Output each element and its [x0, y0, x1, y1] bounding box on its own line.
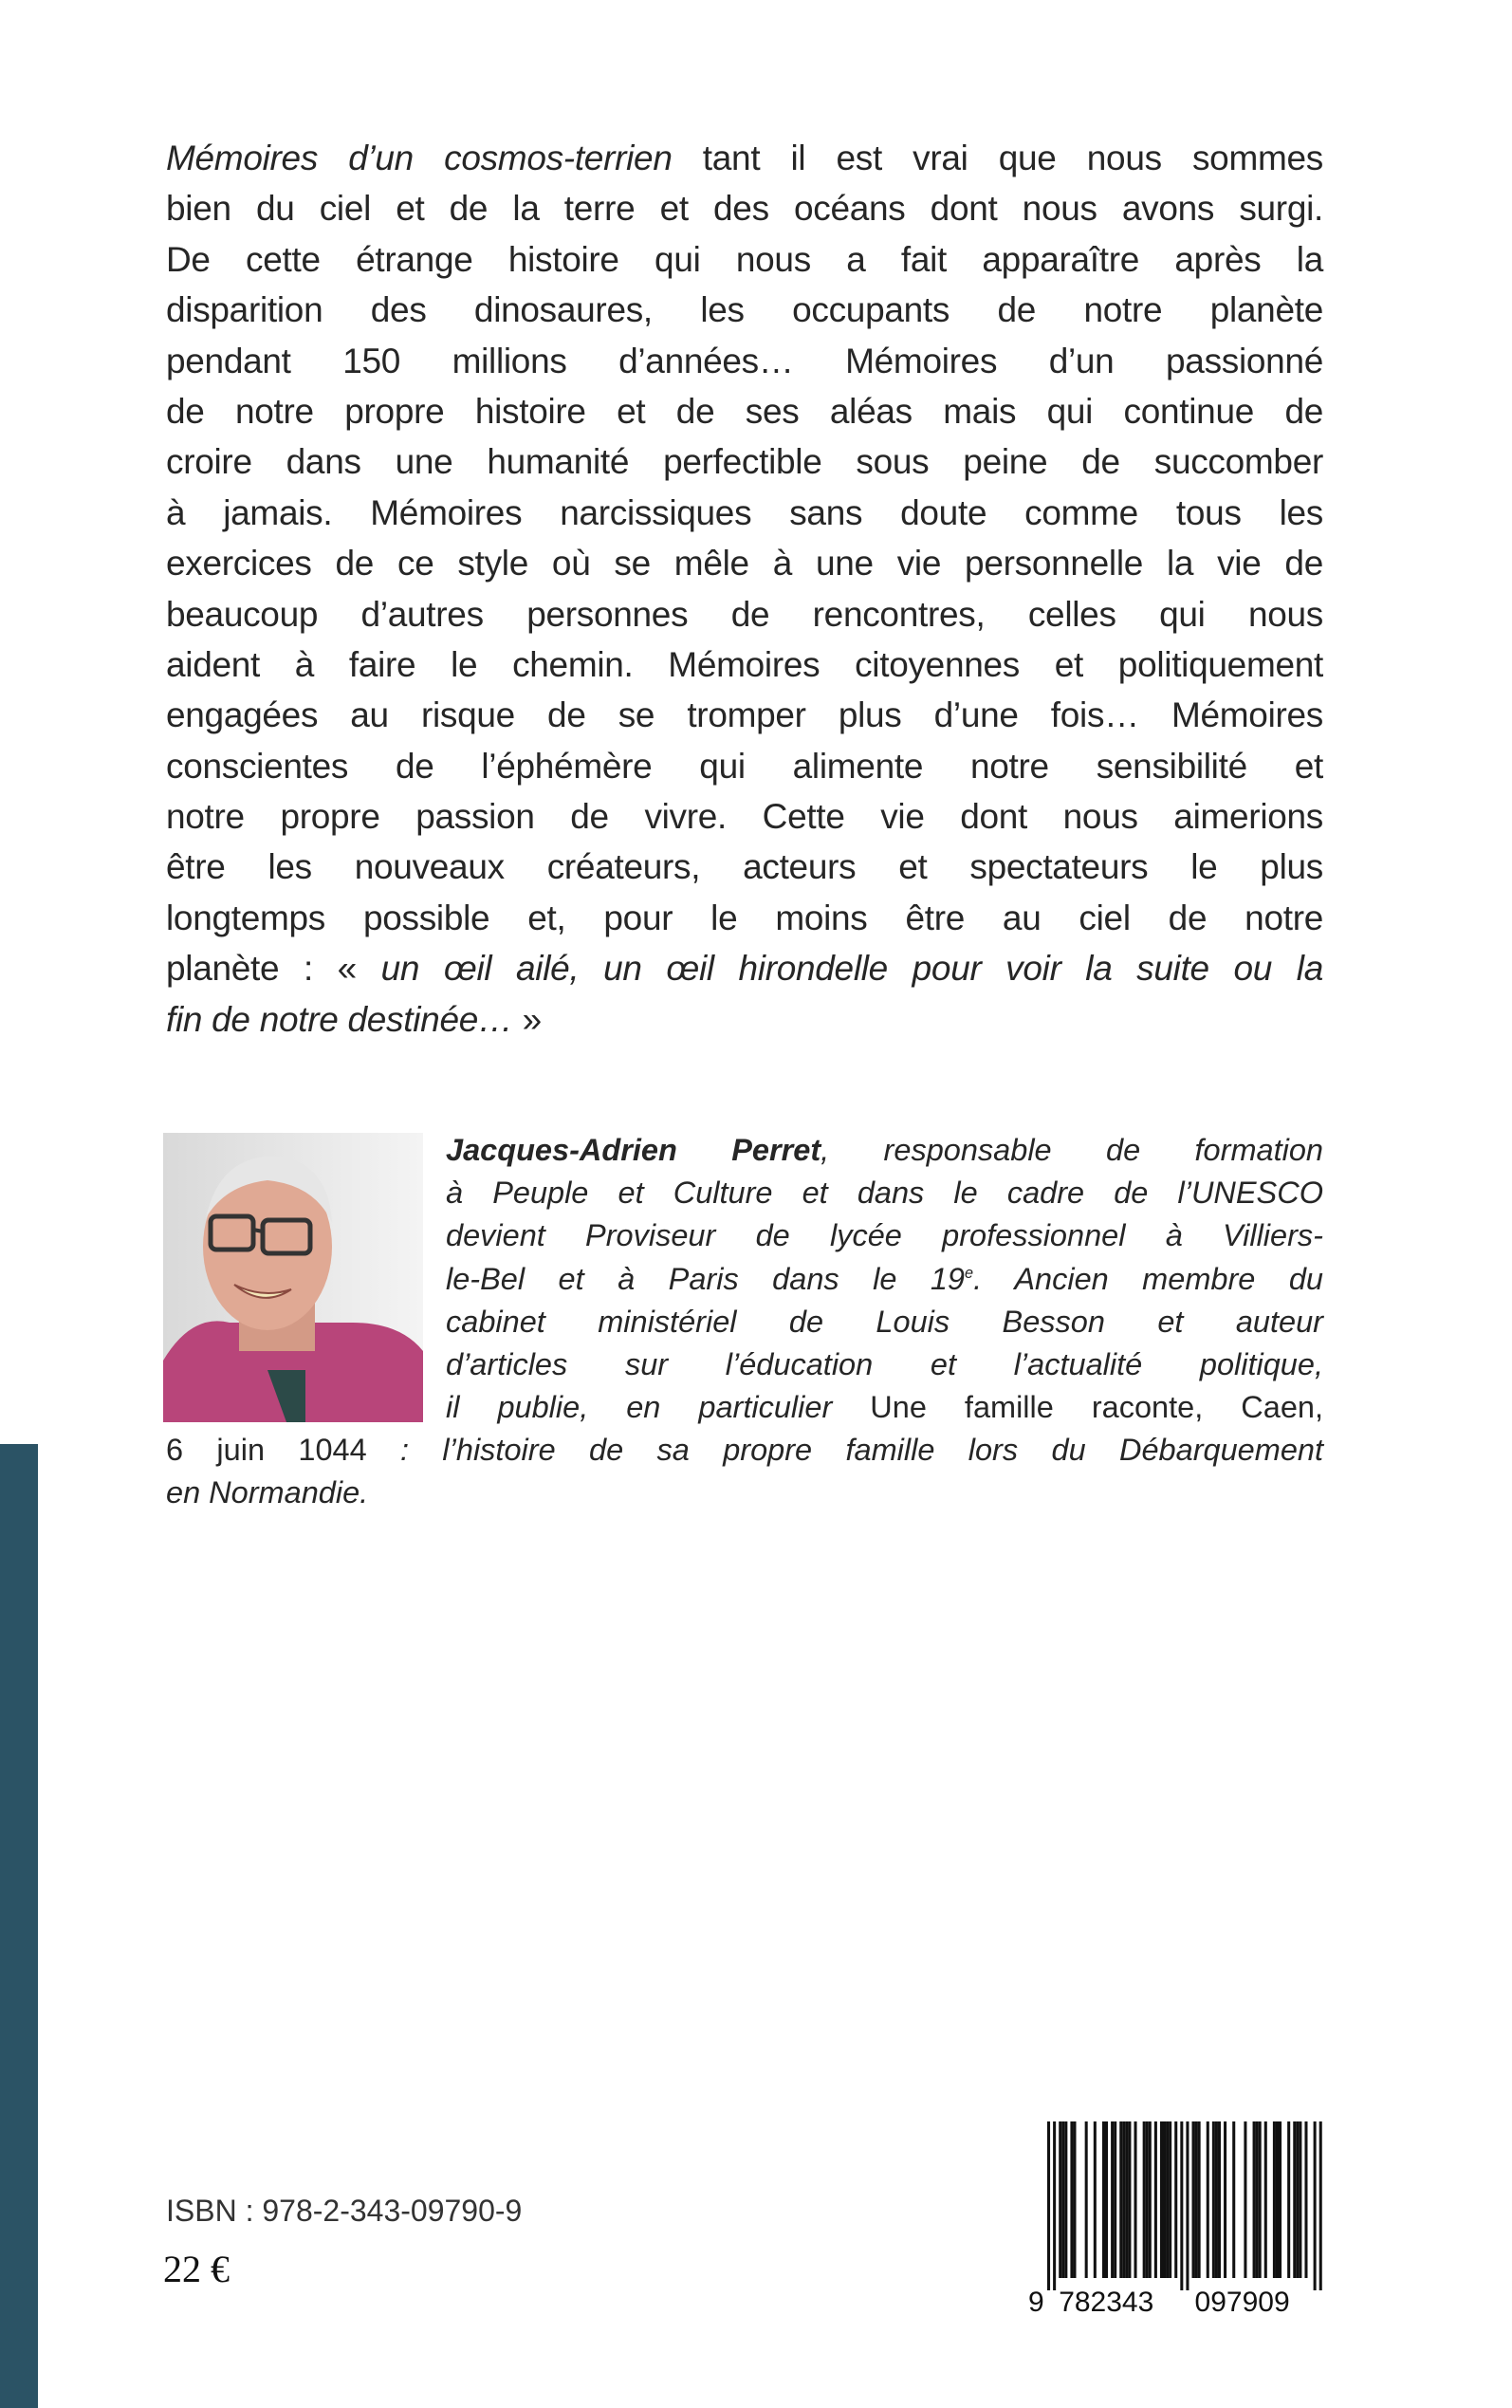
- text-segment: de notre propre histoire et de ses aléas mais qui continue de: [166, 391, 1323, 431]
- barcode-bar: [1299, 2121, 1301, 2278]
- text-line: [446, 1343, 1323, 1386]
- isbn: ISBN : 978-2-343-09790-9: [166, 2194, 523, 2228]
- barcode-bar: [1053, 2121, 1056, 2290]
- text-segment: pendant 150 millions d’années… Mémoires d’un passionné: [166, 341, 1323, 380]
- text-segment: planète : «: [166, 949, 381, 989]
- barcode-bar: [1102, 2121, 1105, 2278]
- barcode-bar: [1244, 2121, 1246, 2278]
- text-line: [166, 436, 1323, 487]
- barcode-bar: [1059, 2121, 1061, 2278]
- barcode-bar: [1146, 2121, 1149, 2278]
- barcode-bar: [1215, 2121, 1218, 2278]
- author-bio: [446, 1129, 1323, 1429]
- barcode-bar: [1314, 2121, 1317, 2290]
- text-line: [166, 639, 1323, 690]
- barcode-bar: [1163, 2121, 1166, 2278]
- text-line: [166, 994, 1323, 1045]
- text-segment: à Peuple et Culture et dans le cadre de l’UNESCO: [446, 1176, 1323, 1211]
- author-photo: [163, 1133, 423, 1422]
- text-line: [166, 842, 1323, 892]
- barcode-bar: [1224, 2121, 1226, 2278]
- text-segment: longtemps possible et, pour le moins être au ciel de notre: [166, 898, 1323, 937]
- barcode-bar: [1143, 2121, 1146, 2278]
- text-segment: d’articles sur l’éducation et l’actualité politique,: [446, 1346, 1323, 1381]
- barcode-bar: [1259, 2121, 1262, 2278]
- barcode-bar: [1293, 2121, 1296, 2278]
- text-segment: , responsable de formation: [821, 1133, 1323, 1167]
- text-line: [166, 386, 1323, 436]
- barcode-digits: 9: [1028, 2287, 1044, 2318]
- barcode-bar: [1232, 2121, 1235, 2278]
- barcode-bar: [1296, 2121, 1299, 2278]
- text-segment: : l’histoire de sa propre famille lors du Débarquement: [366, 1433, 1323, 1467]
- text-line: [166, 741, 1323, 791]
- text-line: [166, 488, 1323, 538]
- text-segment: le-Bel et à Paris dans le 19: [446, 1261, 966, 1296]
- barcode-bar: [1195, 2121, 1198, 2278]
- author-bio-continued: [166, 1429, 1323, 1514]
- text-line: [166, 589, 1323, 639]
- barcode-bar: [1119, 2121, 1122, 2278]
- text-segment: Une famille raconte, Caen,: [870, 1390, 1323, 1425]
- text-line: [166, 133, 1323, 183]
- text-segment: être les nouveaux créateurs, acteurs et spectateurs le plus: [166, 847, 1323, 887]
- text-segment: cabinet ministériel de Louis Besson et auteur: [446, 1304, 1323, 1339]
- barcode-bar: [1149, 2121, 1152, 2278]
- text-line: [166, 1429, 1323, 1472]
- barcode-bar: [1085, 2121, 1088, 2278]
- barcode-bar: [1279, 2121, 1282, 2278]
- text-segment: en Normandie.: [166, 1475, 369, 1510]
- text-line: [166, 538, 1323, 588]
- barcode-bar: [1304, 2121, 1307, 2278]
- text-segment: engagées au risque de se tromper plus d’une fois… Mémoires: [166, 695, 1323, 735]
- text-line: [166, 183, 1323, 233]
- barcode-bar: [1276, 2121, 1279, 2278]
- text-segment: 6 juin 1044: [166, 1433, 367, 1467]
- text-line: [166, 791, 1323, 842]
- barcode-bar: [1287, 2121, 1290, 2278]
- barcode-bar: [1264, 2121, 1267, 2278]
- barcode-bar: [1160, 2121, 1163, 2278]
- barcode-bar: [1154, 2121, 1157, 2278]
- text-segment: aident à faire le chemin. Mémoires citoyennes et politiquement: [166, 644, 1323, 684]
- barcode-digits: 097909: [1194, 2287, 1290, 2318]
- barcode-bar: [1174, 2121, 1177, 2278]
- text-segment: il publie, en particulier: [446, 1390, 871, 1425]
- text-segment: devient Proviseur de lycée professionnel à Villiers-: [446, 1218, 1323, 1253]
- barcode-bar: [1094, 2121, 1097, 2278]
- text-line: [166, 943, 1323, 993]
- spine-color-bar: [0, 1444, 38, 2408]
- price: 22 €: [163, 2248, 230, 2290]
- text-segment: exercices de ce style où se mêle à une vie personnelle la vie de: [166, 544, 1323, 583]
- barcode-bar: [1166, 2121, 1169, 2278]
- barcode: [1026, 2121, 1330, 2321]
- barcode-bar: [1180, 2121, 1183, 2290]
- text-segment: bien du ciel et de la terre et des océans dont nous avons surgi.: [166, 189, 1323, 229]
- barcode-bar: [1047, 2121, 1050, 2290]
- text-segment: Jacques-Adrien Perret: [446, 1133, 821, 1167]
- barcode-bar: [1186, 2121, 1189, 2290]
- text-segment: tant il est vrai que nous sommes: [672, 139, 1323, 177]
- barcode-bar: [1198, 2121, 1201, 2278]
- barcode-bar: [1192, 2121, 1195, 2278]
- barcode-bar: [1273, 2121, 1276, 2278]
- barcode-bar: [1253, 2121, 1256, 2278]
- text-line: [446, 1386, 1323, 1429]
- barcode-bar: [1319, 2121, 1322, 2290]
- barcode-bar: [1169, 2121, 1171, 2278]
- text-segment: »: [512, 999, 542, 1039]
- text-segment: beaucoup d’autres personnes de rencontres, celles qui nous: [166, 594, 1323, 634]
- text-segment: . Ancien membre du: [973, 1261, 1323, 1296]
- text-line: [446, 1214, 1323, 1257]
- text-line: [166, 690, 1323, 740]
- barcode-bar: [1122, 2121, 1125, 2278]
- text-segment: De cette étrange histoire qui nous a fait apparaître après la: [166, 239, 1323, 279]
- barcode-bar: [1064, 2121, 1067, 2278]
- barcode-bar: [1207, 2121, 1209, 2278]
- back-cover-blurb: [166, 133, 1323, 1045]
- barcode-bar: [1212, 2121, 1215, 2278]
- text-line: [166, 336, 1323, 386]
- text-line: [446, 1129, 1323, 1172]
- text-line: [446, 1258, 1323, 1301]
- barcode-bar: [1070, 2121, 1073, 2278]
- barcode-bar: [1125, 2121, 1128, 2278]
- text-segment: disparition des dinosaures, les occupants de notre planète: [166, 290, 1323, 330]
- text-segment: un œil ailé, un œil hirondelle pour voir la suite ou la: [380, 949, 1323, 989]
- barcode-bar: [1218, 2121, 1221, 2278]
- text-segment: Mémoires d’un cosmos-terrien: [166, 139, 673, 177]
- text-line: [446, 1172, 1323, 1214]
- text-line: [166, 285, 1323, 335]
- barcode-bar: [1061, 2121, 1064, 2278]
- text-line: [446, 1301, 1323, 1343]
- text-line: [166, 893, 1323, 943]
- barcode-bar: [1128, 2121, 1131, 2278]
- text-segment: conscientes de l’éphémère qui alimente notre sensibilité et: [166, 746, 1323, 786]
- text-segment: e: [965, 1264, 974, 1282]
- text-line: [166, 1472, 1323, 1514]
- text-line: [166, 234, 1323, 285]
- barcode-bar: [1073, 2121, 1076, 2278]
- barcode-bar: [1256, 2121, 1259, 2278]
- barcode-digits: 782343: [1059, 2287, 1154, 2318]
- barcode-bar: [1111, 2121, 1114, 2278]
- text-segment: fin de notre destinée…: [166, 999, 513, 1039]
- text-segment: à jamais. Mémoires narcissiques sans doute comme tous les: [166, 492, 1323, 532]
- barcode-bar: [1105, 2121, 1108, 2278]
- text-segment: croire dans une humanité perfectible sous peine de succomber: [166, 442, 1323, 482]
- text-segment: notre propre passion de vivre. Cette vie dont nous aimerions: [166, 797, 1323, 837]
- barcode-bar: [1134, 2121, 1137, 2278]
- barcode-bar: [1114, 2121, 1116, 2278]
